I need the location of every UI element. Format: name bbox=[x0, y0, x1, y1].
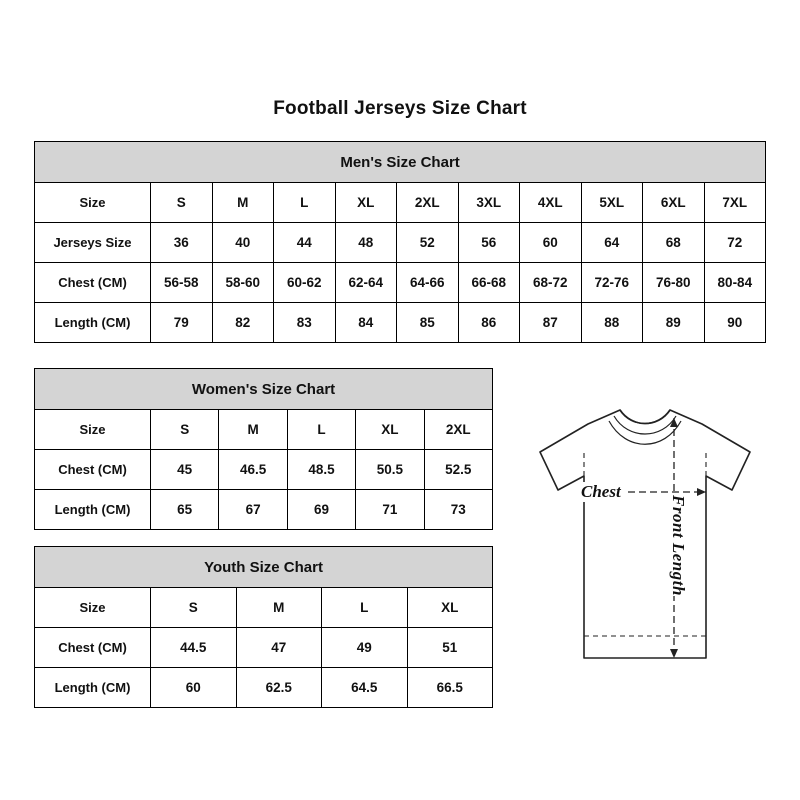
table-cell: S bbox=[151, 588, 237, 628]
table-cell: 40 bbox=[212, 223, 274, 263]
youth-size-chart bbox=[34, 546, 493, 708]
table-cell: 51 bbox=[407, 628, 493, 668]
table-row bbox=[35, 450, 493, 490]
row-label: Size bbox=[35, 183, 151, 223]
table-cell: 2XL bbox=[397, 183, 459, 223]
table-cell: 48 bbox=[335, 223, 397, 263]
table-cell: 80-84 bbox=[704, 263, 766, 303]
table-cell: 44 bbox=[274, 223, 336, 263]
table-cell: 62-64 bbox=[335, 263, 397, 303]
neck-inner-line-2 bbox=[609, 421, 681, 444]
row-label: Length (CM) bbox=[35, 490, 151, 530]
table-cell: 69 bbox=[287, 490, 355, 530]
table-cell: 52.5 bbox=[424, 450, 492, 490]
womens-section-title: Women's Size Chart bbox=[35, 369, 493, 410]
row-label: Chest (CM) bbox=[35, 450, 151, 490]
table-cell: 67 bbox=[219, 490, 287, 530]
row-label: Length (CM) bbox=[35, 668, 151, 708]
table-section-header-row bbox=[35, 547, 493, 588]
table-cell: 71 bbox=[356, 490, 424, 530]
table-cell: XL bbox=[335, 183, 397, 223]
row-label: Length (CM) bbox=[35, 303, 151, 343]
table-cell: 73 bbox=[424, 490, 492, 530]
mens-size-chart bbox=[34, 141, 766, 343]
table-cell: 66.5 bbox=[407, 668, 493, 708]
table-row bbox=[35, 588, 493, 628]
table-cell: L bbox=[322, 588, 408, 628]
table-row bbox=[35, 263, 766, 303]
row-label: Size bbox=[35, 588, 151, 628]
shirt-body-path bbox=[540, 410, 750, 658]
table-cell: 72 bbox=[704, 223, 766, 263]
table-cell: S bbox=[151, 183, 213, 223]
table-cell: 84 bbox=[335, 303, 397, 343]
table-cell: 50.5 bbox=[356, 450, 424, 490]
table-cell: 89 bbox=[643, 303, 705, 343]
table-cell: 76-80 bbox=[643, 263, 705, 303]
tshirt-measurement-diagram bbox=[500, 390, 790, 690]
table-cell: 62.5 bbox=[236, 668, 322, 708]
table-cell: 49 bbox=[322, 628, 408, 668]
table-cell: 36 bbox=[151, 223, 213, 263]
table-cell: 5XL bbox=[581, 183, 643, 223]
row-label: Jerseys Size bbox=[35, 223, 151, 263]
table-cell: 82 bbox=[212, 303, 274, 343]
table-cell: 64.5 bbox=[322, 668, 408, 708]
table-cell: M bbox=[219, 410, 287, 450]
youth-section-title: Youth Size Chart bbox=[35, 547, 493, 588]
womens-size-chart bbox=[34, 368, 493, 530]
table-cell: L bbox=[274, 183, 336, 223]
table-cell: 64-66 bbox=[397, 263, 459, 303]
table-cell: L bbox=[287, 410, 355, 450]
table-cell: 83 bbox=[274, 303, 336, 343]
table-cell: 64 bbox=[581, 223, 643, 263]
table-cell: 68-72 bbox=[520, 263, 582, 303]
table-cell: 4XL bbox=[520, 183, 582, 223]
table-cell: XL bbox=[356, 410, 424, 450]
table-row bbox=[35, 410, 493, 450]
table-cell: S bbox=[151, 410, 219, 450]
table-cell: 79 bbox=[151, 303, 213, 343]
neck-opening-path bbox=[620, 410, 670, 424]
table-cell: 66-68 bbox=[458, 263, 520, 303]
front-length-dimension-label: Front Length bbox=[665, 495, 691, 596]
table-cell: 44.5 bbox=[151, 628, 237, 668]
table-cell: 45 bbox=[151, 450, 219, 490]
table-cell: 2XL bbox=[424, 410, 492, 450]
table-cell: 88 bbox=[581, 303, 643, 343]
table-cell: 48.5 bbox=[287, 450, 355, 490]
table-row bbox=[35, 223, 766, 263]
table-cell: 52 bbox=[397, 223, 459, 263]
table-row bbox=[35, 183, 766, 223]
table-cell: M bbox=[236, 588, 322, 628]
row-label: Chest (CM) bbox=[35, 628, 151, 668]
table-cell: 60 bbox=[520, 223, 582, 263]
table-cell: M bbox=[212, 183, 274, 223]
table-cell: 46.5 bbox=[219, 450, 287, 490]
table-cell: 56 bbox=[458, 223, 520, 263]
table-cell: 60-62 bbox=[274, 263, 336, 303]
table-cell: 87 bbox=[520, 303, 582, 343]
table-row bbox=[35, 303, 766, 343]
table-cell: 3XL bbox=[458, 183, 520, 223]
table-cell: 6XL bbox=[643, 183, 705, 223]
table-cell: 90 bbox=[704, 303, 766, 343]
table-cell: 72-76 bbox=[581, 263, 643, 303]
table-cell: 7XL bbox=[704, 183, 766, 223]
page-title: Football Jerseys Size Chart bbox=[273, 98, 527, 119]
chest-arrow-right bbox=[697, 488, 706, 496]
table-row bbox=[35, 490, 493, 530]
table-row bbox=[35, 668, 493, 708]
row-label: Size bbox=[35, 410, 151, 450]
table-cell: XL bbox=[407, 588, 493, 628]
table-cell: 47 bbox=[236, 628, 322, 668]
table-cell: 65 bbox=[151, 490, 219, 530]
table-cell: 85 bbox=[397, 303, 459, 343]
mens-section-title: Men's Size Chart bbox=[35, 142, 766, 183]
table-cell: 56-58 bbox=[151, 263, 213, 303]
table-section-header-row bbox=[35, 369, 493, 410]
row-label: Chest (CM) bbox=[35, 263, 151, 303]
neck-inner-line-1 bbox=[614, 416, 676, 434]
table-cell: 68 bbox=[643, 223, 705, 263]
table-section-header-row bbox=[35, 142, 766, 183]
tshirt-outline-icon bbox=[500, 390, 790, 690]
front-length-arrow-bottom bbox=[670, 649, 678, 658]
table-cell: 58-60 bbox=[212, 263, 274, 303]
chest-dimension-label: Chest bbox=[578, 482, 624, 502]
table-row bbox=[35, 628, 493, 668]
table-cell: 60 bbox=[151, 668, 237, 708]
table-cell: 86 bbox=[458, 303, 520, 343]
